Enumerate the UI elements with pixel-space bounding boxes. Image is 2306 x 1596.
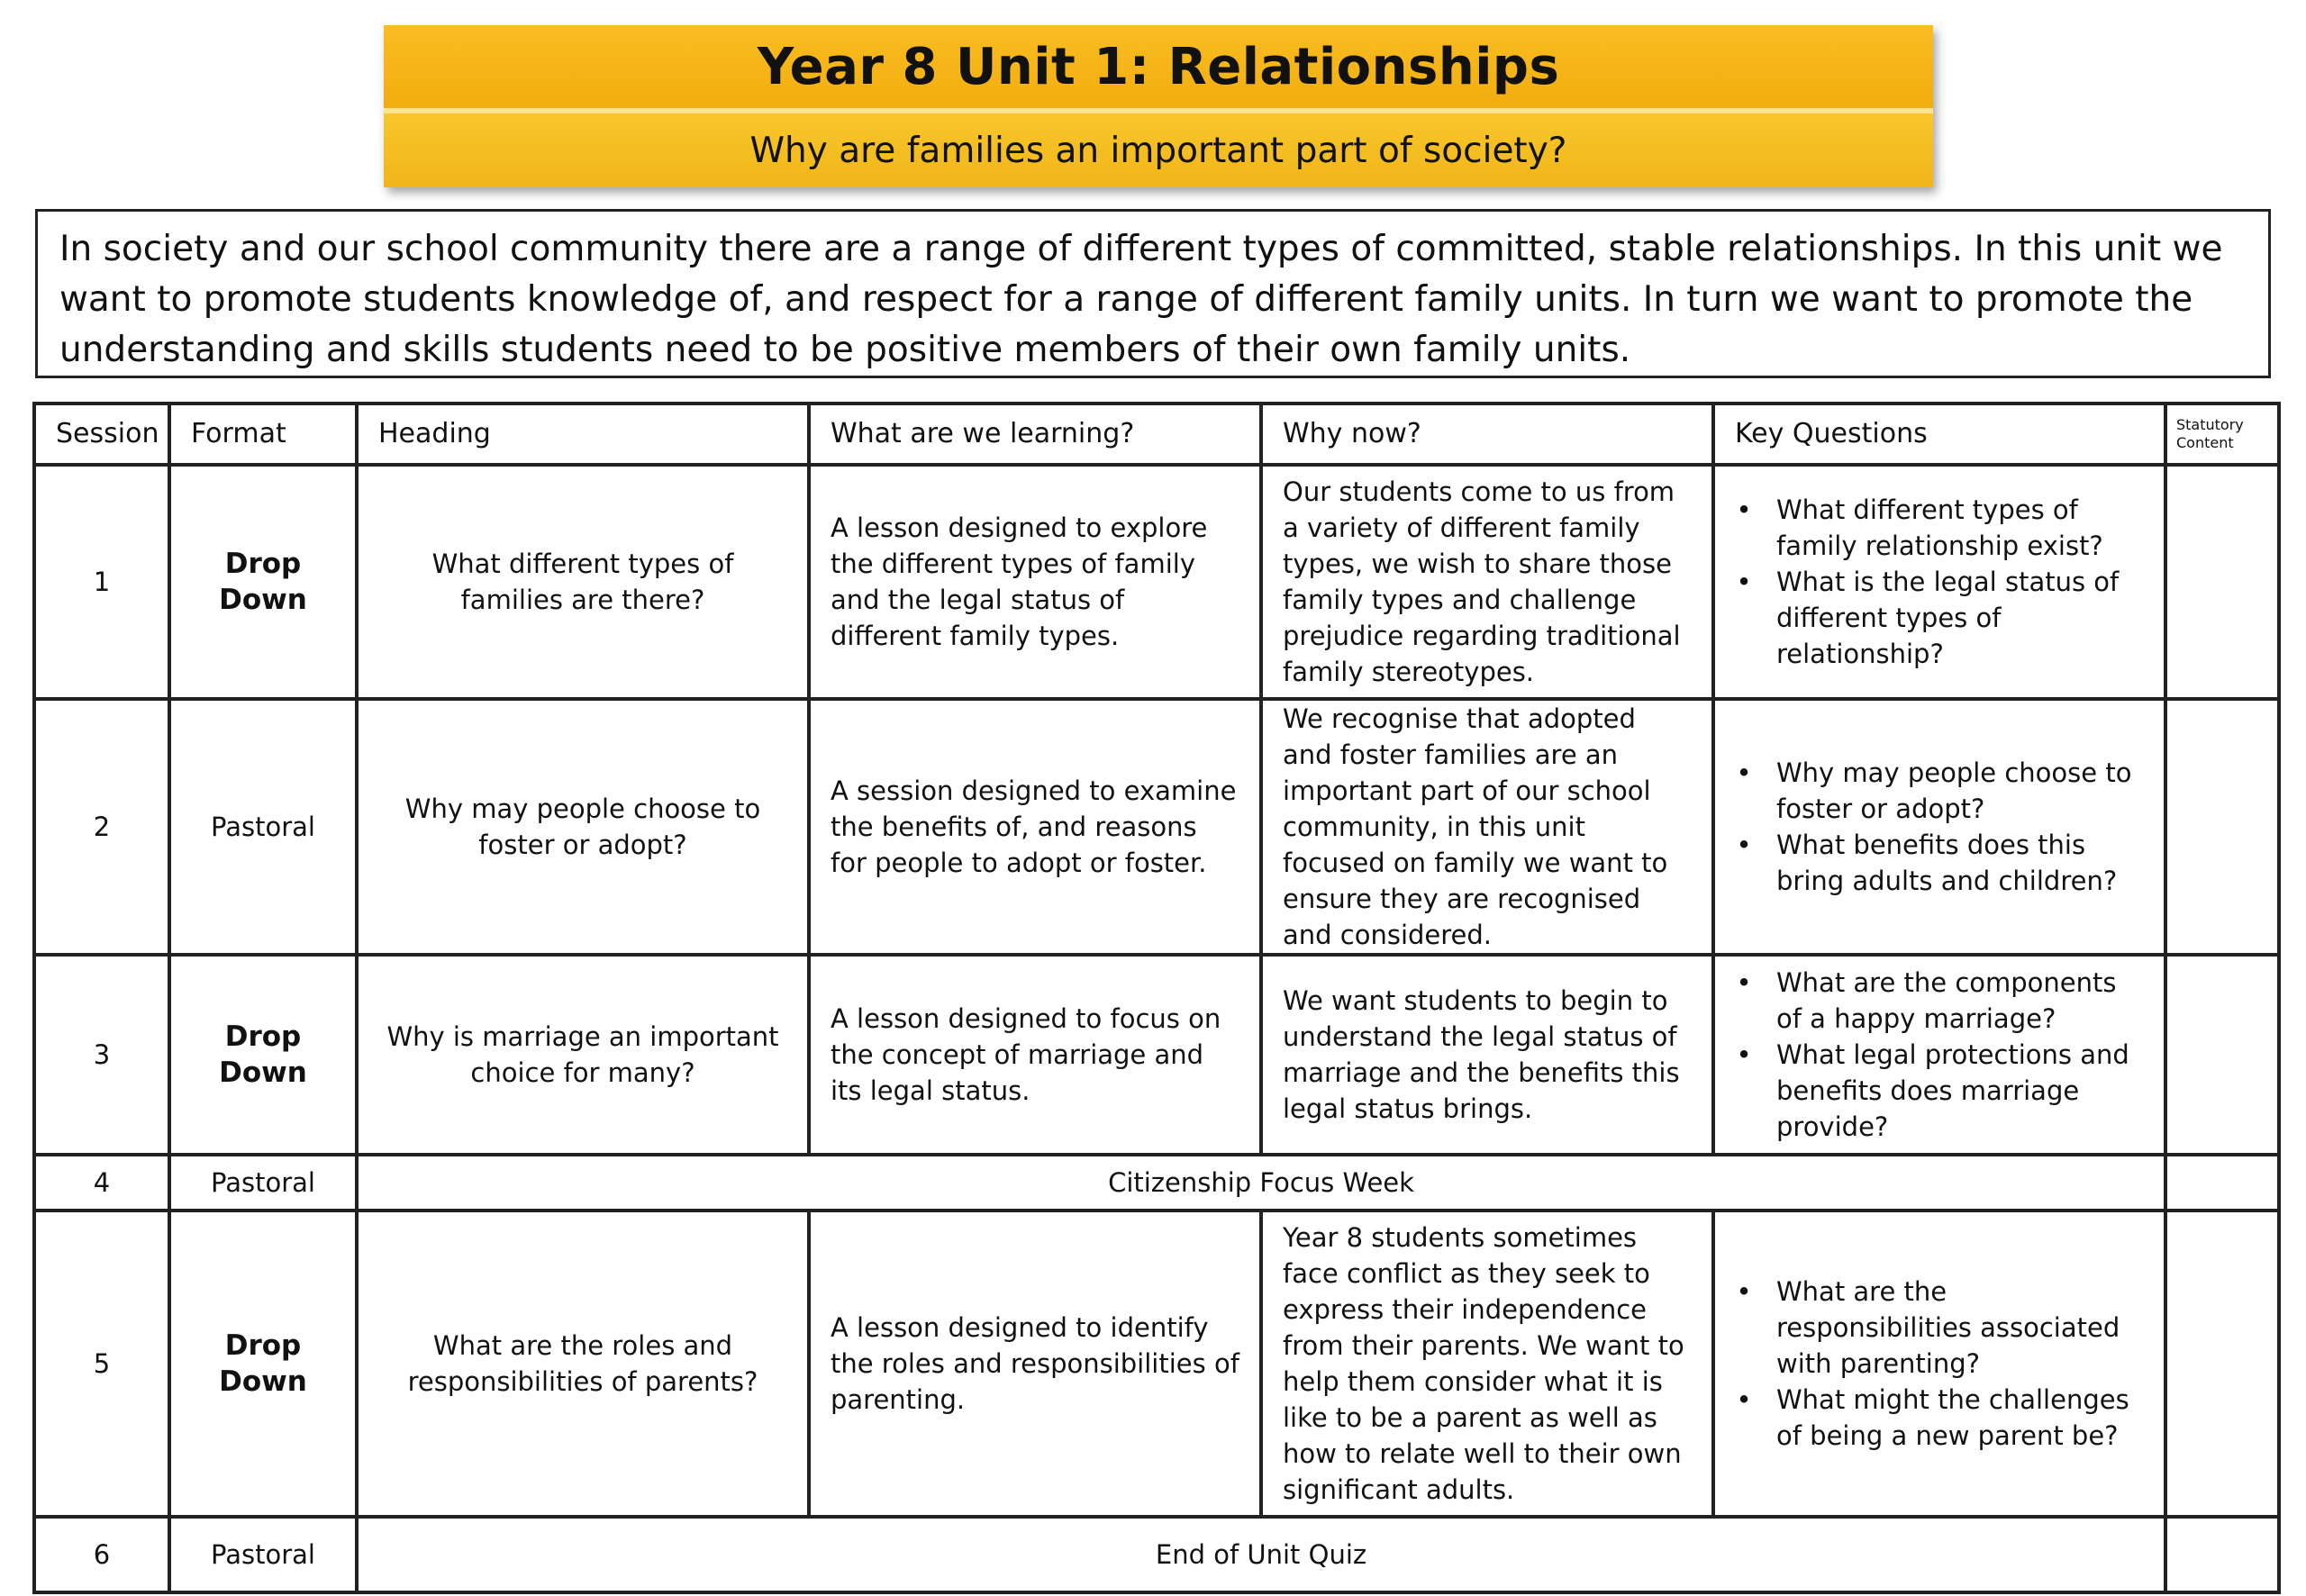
session-format: Drop Down [169, 1211, 357, 1517]
intro-text: In society and our school community there are a range of different types of committed, stable relationships. In this unit we want to promote students knowledge of, and respect for a range of different family units. In turn we want to promote the understanding and skills students need to be positive members of their own family units. [59, 229, 2223, 370]
question-item: • What are the components of a happy marriage? [1776, 965, 2144, 1037]
question-list [1735, 492, 2144, 672]
session-learning: A session designed to examine the benefits of, and reasons for people to adopt or foster. [809, 699, 1261, 955]
session-merged-cell: Citizenship Focus Week [357, 1155, 2165, 1211]
session-number: 1 [34, 465, 169, 699]
question-item: • What different types of family relationship exist? [1776, 492, 2144, 564]
table-row [34, 1517, 2279, 1592]
question-item: • What might the challenges of being a new parent be? [1776, 1382, 2144, 1454]
session-number: 6 [34, 1517, 169, 1592]
session-number: 4 [34, 1155, 169, 1211]
question-list [1735, 1274, 2144, 1454]
unit-plan-table [32, 402, 2281, 1594]
header-heading: Heading [357, 404, 809, 465]
session-learning: A lesson designed to explore the different types of family and the legal status of different family types. [809, 465, 1261, 699]
session-why-now: Year 8 students sometimes face conflict as they seek to express their independence from their parents. We want to help them consider what it is like to be a parent as well as how to relate well to their own significant adults. [1261, 1211, 1713, 1517]
session-format: Drop Down [169, 955, 357, 1155]
session-key-questions [1713, 465, 2165, 699]
header-learning: What are we learning? [809, 404, 1261, 465]
header-why-now: Why now? [1261, 404, 1713, 465]
table-row [34, 465, 2279, 699]
session-key-questions [1713, 955, 2165, 1155]
question-item: • What legal protections and benefits does marriage provide? [1776, 1037, 2144, 1145]
question-item: • Why may people choose to foster or adopt? [1776, 755, 2144, 827]
session-learning: A lesson designed to focus on the concept of marriage and its legal status. [809, 955, 1261, 1155]
session-why-now: Our students come to us from a variety of different family types, we wish to share those family types and challenge prejudice regarding traditional family stereotypes. [1261, 465, 1713, 699]
table-row [34, 1155, 2279, 1211]
session-heading: What are the roles and responsibilities of parents? [357, 1211, 809, 1517]
session-merged-cell: End of Unit Quiz [357, 1517, 2165, 1592]
header-statutory: Statutory Content [2165, 404, 2279, 465]
question-item: • What benefits does this bring adults and children? [1776, 827, 2144, 899]
intro-box [35, 209, 2271, 378]
session-statutory [2165, 465, 2279, 699]
question-list [1735, 965, 2144, 1145]
session-format: Pastoral [169, 1155, 357, 1211]
unit-title: Year 8 Unit 1: Relationships [384, 25, 1933, 108]
unit-subtitle: Why are families an important part of society? [384, 113, 1933, 187]
header-key-questions: Key Questions [1713, 404, 2165, 465]
session-statutory [2165, 1155, 2279, 1211]
session-number: 3 [34, 955, 169, 1155]
header-format: Format [169, 404, 357, 465]
session-statutory [2165, 699, 2279, 955]
session-statutory [2165, 1517, 2279, 1592]
session-heading: Why may people choose to foster or adopt? [357, 699, 809, 955]
session-why-now: We want students to begin to understand the legal status of marriage and the benefits this legal status brings. [1261, 955, 1713, 1155]
session-statutory [2165, 955, 2279, 1155]
title-banner [384, 25, 1933, 187]
session-format: Pastoral [169, 1517, 357, 1592]
table-row [34, 955, 2279, 1155]
question-list [1735, 755, 2144, 899]
question-item: • What is the legal status of different types of relationship? [1776, 564, 2144, 672]
session-key-questions [1713, 1211, 2165, 1517]
table-row [34, 1211, 2279, 1517]
session-learning: A lesson designed to identify the roles and responsibilities of parenting. [809, 1211, 1261, 1517]
session-heading: What different types of families are there? [357, 465, 809, 699]
table-header-row [34, 404, 2279, 465]
question-item: • What are the responsibilities associated with parenting? [1776, 1274, 2144, 1382]
session-number: 2 [34, 699, 169, 955]
session-statutory [2165, 1211, 2279, 1517]
table-row [34, 699, 2279, 955]
session-heading: Why is marriage an important choice for many? [357, 955, 809, 1155]
session-format: Drop Down [169, 465, 357, 699]
header-session: Session [34, 404, 169, 465]
session-format: Pastoral [169, 699, 357, 955]
session-number: 5 [34, 1211, 169, 1517]
session-why-now: We recognise that adopted and foster families are an important part of our school community, in this unit focused on family we want to ensure they are recognised and considered. [1261, 699, 1713, 955]
session-key-questions [1713, 699, 2165, 955]
